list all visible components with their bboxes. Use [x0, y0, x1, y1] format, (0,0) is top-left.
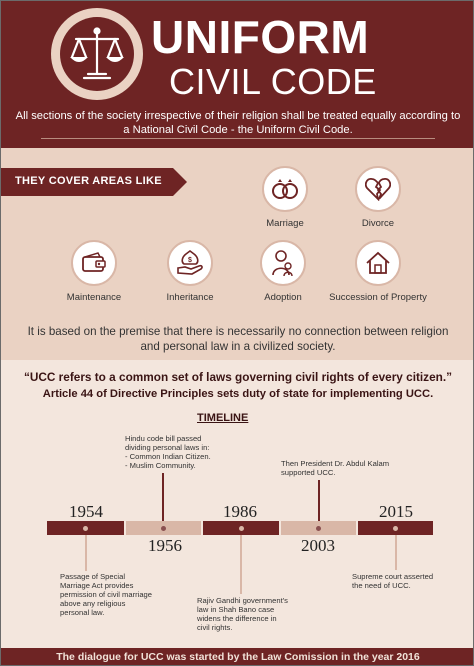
timeline-section: [1, 360, 474, 648]
footer-text: The dialogue for UCC was started by the Law Comission in the year 2016: [56, 651, 420, 663]
area-label: Succession of Property: [329, 292, 427, 303]
connector: [395, 535, 397, 570]
area-item-maintenance: [44, 240, 144, 303]
quote-line1: “UCC refers to a common set of laws governing civil rights of every citizen.”: [23, 370, 453, 384]
year-2015: 2015: [379, 502, 413, 521]
money-hand-icon: [176, 250, 204, 276]
timeline-bar-2015: [358, 521, 433, 535]
area-item-succession: [328, 240, 428, 303]
area-item-adoption: [233, 240, 333, 303]
areas-banner: [1, 168, 173, 196]
area-item-divorce: [328, 166, 428, 229]
year-1986: 1986: [223, 502, 257, 521]
page-subtitle: All sections of the society irrespective of their religion shall be treated equally according to a National Civil Code - the Uniform Civil Code.: [15, 110, 461, 136]
svg-text:$: $: [188, 257, 192, 264]
timeline-title: TIMELINE: [197, 412, 249, 424]
timeline-note-2003: Then President Dr. Abdul Kalam supported UCC.: [281, 459, 390, 477]
page-title-line1: UNIFORM: [151, 11, 370, 63]
wallet-icon: [81, 252, 107, 274]
premise-text: It is based on the premise that there is necessarily no connection between religion and personal law in a civilized society.: [27, 325, 449, 353]
area-item-marriage: [235, 166, 335, 229]
area-label: Inheritance: [166, 292, 214, 303]
timeline-note-1956: Hindu code bill passed dividing personal laws in: - Common Indian Citizen. - Muslim Community.: [125, 434, 211, 470]
page-title-line2: CIVIL CODE: [169, 61, 377, 102]
year-1954: 1954: [69, 502, 103, 521]
areas-section: [1, 148, 474, 360]
quote-line2: Article 44 of Directive Principles sets duty of state for implementing UCC.: [42, 388, 434, 400]
footer: [1, 648, 474, 666]
timeline-note-2015: Supreme court asserted the need of UCC.: [352, 572, 434, 590]
connector: [162, 473, 164, 521]
area-label: Divorce: [361, 218, 395, 229]
scales-of-justice-icon: [60, 17, 134, 91]
area-label: Maintenance: [66, 292, 122, 303]
year-1956: 1956: [148, 536, 182, 555]
area-item-inheritance: [140, 240, 240, 303]
connector: [240, 535, 242, 594]
adoption-icon: [270, 249, 296, 277]
rings-icon: [270, 178, 300, 200]
areas-banner-text: THEY COVER AREAS LIKE: [15, 175, 162, 187]
logo: [51, 8, 143, 100]
broken-heart-icon: [365, 177, 391, 201]
connector: [318, 480, 320, 522]
area-label: Marriage: [266, 218, 304, 229]
timeline-bar-1956: [126, 521, 201, 535]
house-icon: [365, 251, 391, 275]
divider: [41, 138, 435, 139]
connector: [85, 535, 87, 571]
timeline-note-1954: Passage of Special Marriage Act provides permission of civil marriage above any religious personal law.: [60, 572, 152, 617]
timeline-note-1986: Rajiv Gandhi government's law in Shah Bano case widens the difference in civil rights.: [197, 596, 288, 632]
header: [1, 1, 474, 148]
area-label: Adoption: [264, 292, 302, 303]
year-2003: 2003: [301, 536, 335, 555]
timeline-bar-2003: [281, 521, 356, 535]
timeline-bar-1954: [47, 521, 124, 535]
timeline-bar-1986: [203, 521, 279, 535]
